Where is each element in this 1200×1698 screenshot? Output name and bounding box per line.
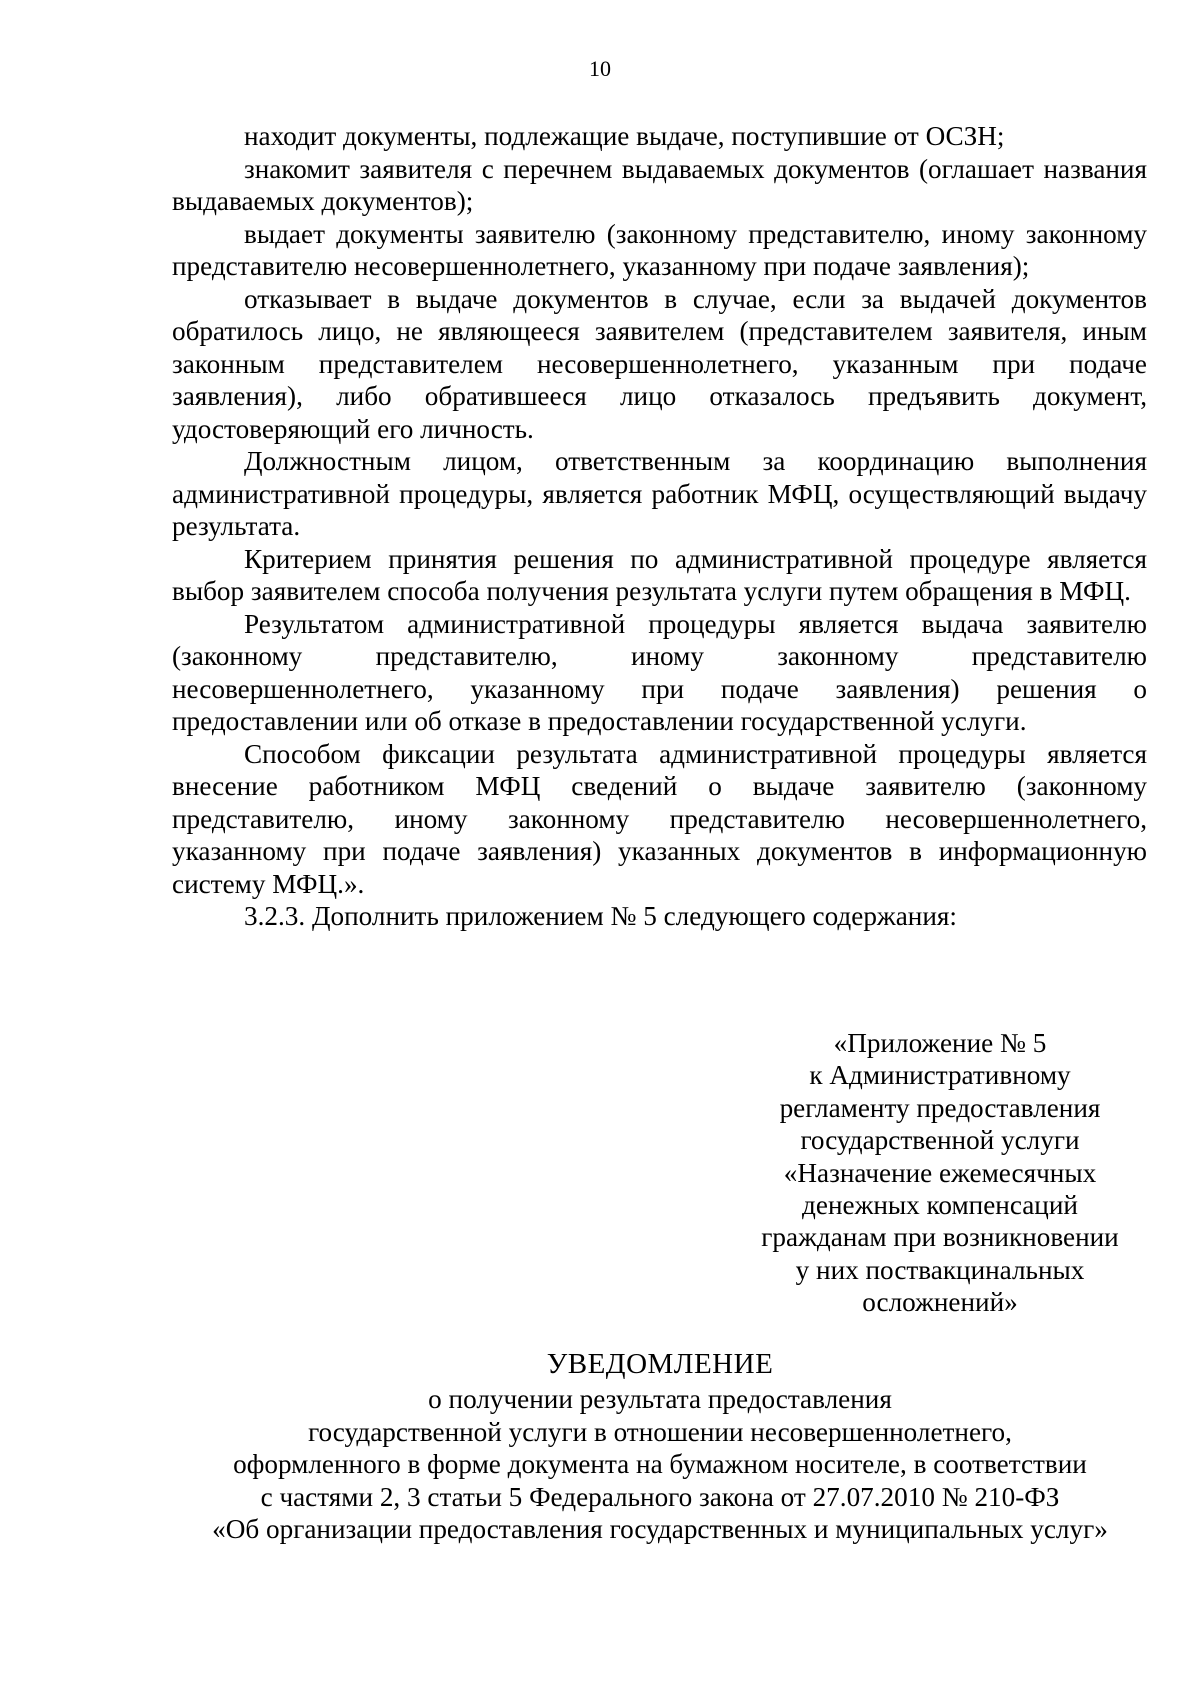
notice-subtitle-line: о получении результата предоставления	[428, 1384, 892, 1414]
appendix-line: к Административному	[809, 1060, 1071, 1091]
appendix-line: «Приложение № 5	[833, 1028, 1047, 1058]
appendix-line: государственной услуги	[800, 1125, 1080, 1156]
appendix-line: осложнений»	[862, 1287, 1018, 1318]
body-text	[172, 120, 1147, 933]
notice-subtitle-line: «Об организации предоставления государственных и муниципальных услуг»	[212, 1514, 1108, 1544]
appendix-line: регламенту предоставления	[779, 1092, 1101, 1123]
paragraph-decision-criterion: Критерием принятия решения по административной процедуре является выбор заявителем способа получения результата услуги путем обращения в МФЦ.	[172, 543, 1147, 606]
notice-subtitle-line: с частями 2, 3 статьи 5 Федерального закона от 27.07.2010 № 210-ФЗ	[260, 1481, 1060, 1512]
notice-subtitle-line: государственной услуги в отношении несовершеннолетнего,	[308, 1416, 1012, 1447]
appendix-line: денежных компенсаций	[802, 1190, 1078, 1221]
paragraph-issue-documents: выдает документы заявителю (законному представителю, иному законному представителю несовершеннолетнего, указанному при подаче заявления);	[172, 218, 1147, 281]
notice-title: УВЕДОМЛЕНИЕ	[546, 1348, 774, 1380]
paragraph-refuse-issue: отказывает в выдаче документов в случае, если за выдачей документов обратилось лицо, не являющееся заявителем (представителем заявителя, иным законным представителем несовершеннолетнего, указанным при подаче заявления), либо обратившееся лицо отказалось предъявить документ, удостоверяющий его личность.	[172, 283, 1147, 444]
paragraph-find-documents: находит документы, подлежащие выдаче, поступившие от ОСЗН;	[244, 121, 1005, 151]
notice-section	[100, 1347, 1200, 1546]
paragraph-supplement-appendix: 3.2.3. Дополнить приложением № 5 следующего содержания:	[244, 901, 957, 931]
appendix-heading	[740, 1027, 1140, 1319]
page-number: 10	[589, 56, 611, 81]
paragraph-procedure-result: Результатом административной процедуры является выдача заявителю (законному представителю, иному законному представителю несовершеннолетнего, указанному при подаче заявления) решения о предоставлении или об отказе в предоставлении государственной услуги.	[172, 608, 1147, 736]
appendix-line: у них поствакцинальных	[795, 1254, 1085, 1285]
appendix-line: гражданам при возникновении	[761, 1222, 1119, 1253]
appendix-line: «Назначение ежемесячных	[783, 1157, 1097, 1188]
paragraph-introduce-list: знакомит заявителя с перечнем выдаваемых документов (оглашает названия выдаваемых документов);	[172, 153, 1147, 216]
paragraph-fixation-method: Способом фиксации результата административной процедуры является внесение работником МФЦ сведений о выдаче заявителю (законному представителю, иному законному представителю несовершеннолетнего, указанному при подаче заявления) указанных документов в информационную систему МФЦ.».	[172, 738, 1147, 899]
notice-subtitle-line: оформленного в форме документа на бумажном носителе, в соответствии	[233, 1449, 1087, 1479]
paragraph-responsible-official: Должностным лицом, ответственным за координацию выполнения административной процедуры, является работник МФЦ, осуществляющий выдачу результата.	[172, 446, 1147, 541]
